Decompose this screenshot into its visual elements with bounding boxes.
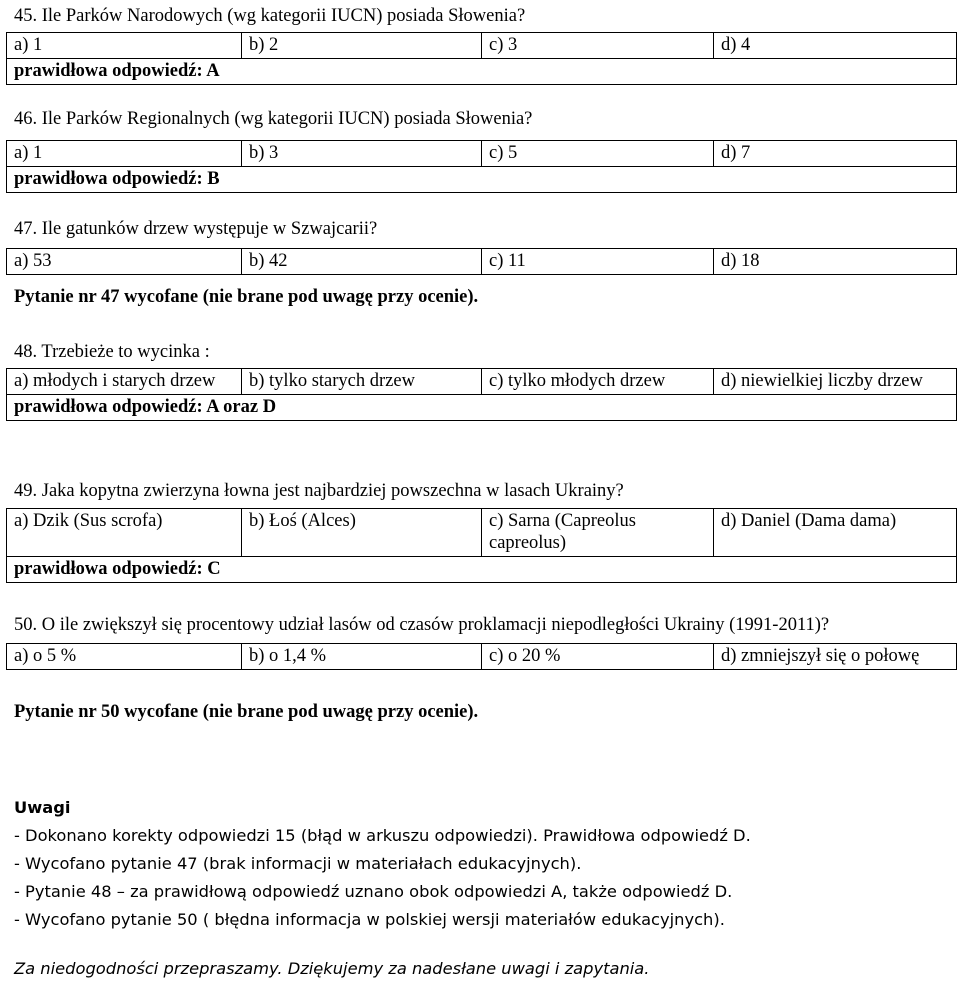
option-c: c) Sarna (Capreolus capreolus) bbox=[482, 509, 714, 557]
question-50-table bbox=[6, 643, 957, 670]
question-49-title: 49. Jaka kopytna zwierzyna łowna jest najbardziej powszechna w lasach Ukrainy? bbox=[14, 481, 624, 501]
options-row bbox=[7, 509, 957, 557]
question-48-title: 48. Trzebieże to wycinka : bbox=[14, 342, 210, 362]
option-d: d) 4 bbox=[714, 33, 957, 59]
question-49-table bbox=[6, 508, 957, 583]
question-46-table bbox=[6, 140, 957, 193]
question-45-table bbox=[6, 32, 957, 85]
remarks-section bbox=[14, 794, 751, 934]
option-c: c) 5 bbox=[482, 141, 714, 167]
question-45-title: 45. Ile Parków Narodowych (wg kategorii IUCN) posiada Słowenia? bbox=[14, 6, 526, 26]
question-47-withdrawn-note: Pytanie nr 47 wycofane (nie brane pod uwagę przy ocenie). bbox=[14, 287, 479, 307]
option-a: a) 1 bbox=[7, 33, 242, 59]
correct-answer: prawidłowa odpowiedź: A bbox=[7, 59, 957, 85]
question-46-title: 46. Ile Parków Regionalnych (wg kategorii IUCN) posiada Słowenia? bbox=[14, 109, 533, 129]
options-row bbox=[7, 644, 957, 670]
option-c: c) 3 bbox=[482, 33, 714, 59]
option-a: a) Dzik (Sus scrofa) bbox=[7, 509, 242, 557]
answer-row bbox=[7, 557, 957, 583]
closing-message: Za niedogodności przepraszamy. Dziękujemy za nadesłane uwagi i zapytania. bbox=[14, 959, 650, 978]
option-d: d) Daniel (Dama dama) bbox=[714, 509, 957, 557]
options-row bbox=[7, 369, 957, 395]
question-47-title: 47. Ile gatunków drzew występuje w Szwajcarii? bbox=[14, 219, 378, 239]
answer-row bbox=[7, 59, 957, 85]
remark-line: - Wycofano pytanie 50 ( błędna informacja w polskiej wersji materiałów edukacyjnych). bbox=[14, 910, 725, 929]
correct-answer: prawidłowa odpowiedź: A oraz D bbox=[7, 395, 957, 421]
option-c: c) tylko młodych drzew bbox=[482, 369, 714, 395]
remark-line: - Dokonano korekty odpowiedzi 15 (błąd w arkuszu odpowiedzi). Prawidłowa odpowiedź D. bbox=[14, 826, 751, 845]
option-c: c) 11 bbox=[482, 249, 714, 275]
correct-answer: prawidłowa odpowiedź: B bbox=[7, 167, 957, 193]
options-row bbox=[7, 33, 957, 59]
option-a: a) o 5 % bbox=[7, 644, 242, 670]
remark-line: - Wycofano pytanie 47 (brak informacji w materiałach edukacyjnych). bbox=[14, 854, 582, 873]
option-b: b) Łoś (Alces) bbox=[242, 509, 482, 557]
correct-answer: prawidłowa odpowiedź: C bbox=[7, 557, 957, 583]
option-c: c) o 20 % bbox=[482, 644, 714, 670]
option-b: b) 3 bbox=[242, 141, 482, 167]
option-a: a) 53 bbox=[7, 249, 242, 275]
question-50-withdrawn-note: Pytanie nr 50 wycofane (nie brane pod uwagę przy ocenie). bbox=[14, 702, 479, 722]
option-b: b) o 1,4 % bbox=[242, 644, 482, 670]
option-b: b) 2 bbox=[242, 33, 482, 59]
option-d: d) 18 bbox=[714, 249, 957, 275]
option-d: d) 7 bbox=[714, 141, 957, 167]
option-a: a) młodych i starych drzew bbox=[7, 369, 242, 395]
option-d: d) niewielkiej liczby drzew bbox=[714, 369, 957, 395]
option-b: b) 42 bbox=[242, 249, 482, 275]
remark-line: - Pytanie 48 – za prawidłową odpowiedź uznano obok odpowiedzi A, także odpowiedź D. bbox=[14, 882, 733, 901]
question-47-table bbox=[6, 248, 957, 275]
answer-row bbox=[7, 167, 957, 193]
option-b: b) tylko starych drzew bbox=[242, 369, 482, 395]
options-row bbox=[7, 249, 957, 275]
option-d: d) zmniejszył się o połowę bbox=[714, 644, 957, 670]
question-50-title: 50. O ile zwiększył się procentowy udział lasów od czasów proklamacji niepodległości Ukrainy (1991-2011)? bbox=[14, 615, 830, 635]
option-a: a) 1 bbox=[7, 141, 242, 167]
options-row bbox=[7, 141, 957, 167]
answer-row bbox=[7, 395, 957, 421]
remarks-heading: Uwagi bbox=[14, 798, 71, 817]
question-48-table bbox=[6, 368, 957, 421]
